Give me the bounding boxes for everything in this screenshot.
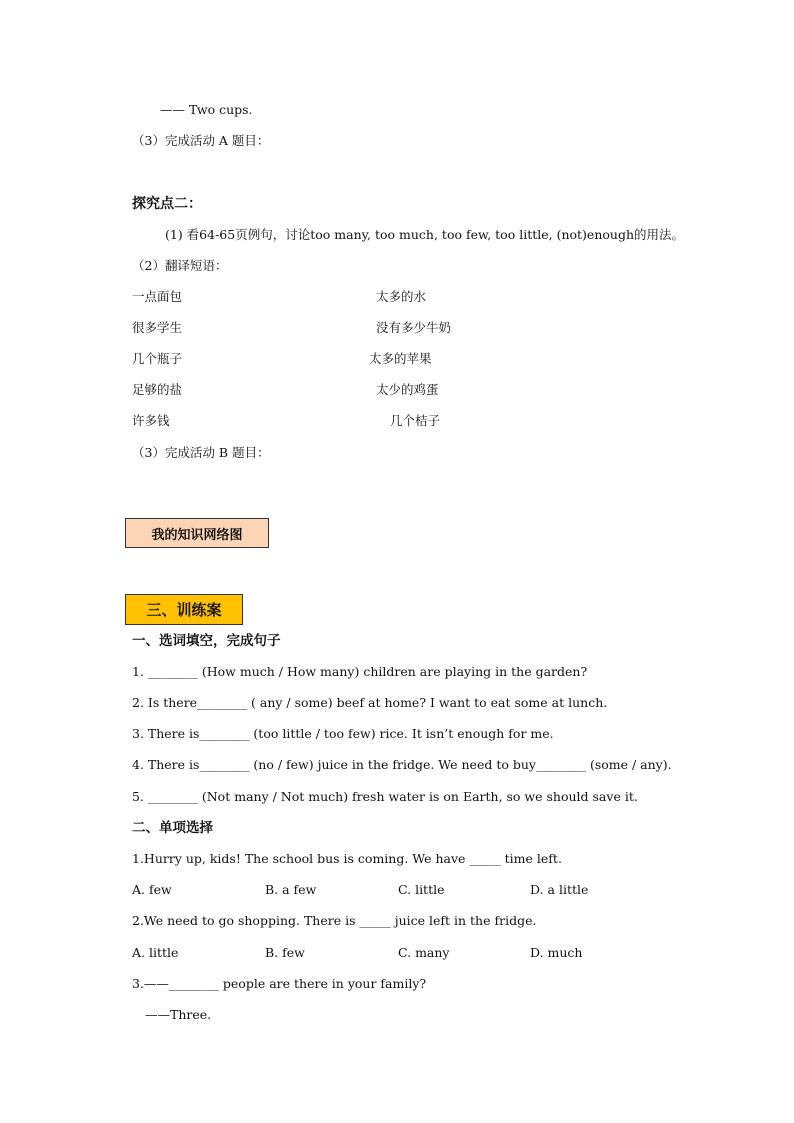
training-section-box: 三、训练案 [125,594,243,625]
phrase-left-4: 足够的盐 [132,382,183,397]
phrase-right-4: 太少的鸡蛋 [376,382,439,397]
fill-question-3: 3. There is________ (too little / too few) rice. It isn’t enough for me. [132,726,554,741]
choice-q1-option-b: B. a few [265,882,317,897]
explore-item-2: （2）翻译短语： [132,258,228,273]
fill-question-1: 1. ________ (How much / How many) children are playing in the garden? [132,664,588,679]
explore-item-1: (1) 看64-65页例句，讨论too many, too much, too few, too little, (not)enough的用法。 [165,227,685,242]
phrase-right-3: 太多的苹果 [369,351,432,366]
choice-q2-option-c: C. many [398,945,450,960]
fill-question-4: 4. There is________ (no / few) juice in the fridge. We need to buy________ (some / any). [132,757,672,772]
choice-q2-option-b: B. few [265,945,305,960]
phrase-right-5: 几个桔子 [390,413,441,428]
explore-point-2-title: 探究点二： [132,196,202,212]
choice-q1-option-d: D. a little [530,882,589,897]
phrase-left-3: 几个瓶子 [132,351,183,366]
answer-line: —— Two cups. [160,102,253,117]
choice-q1-option-a: A. few [132,882,172,897]
choice-question-1: 1.Hurry up, kids! The school bus is coming. We have _____ time left. [132,851,562,866]
phrase-left-2: 很多学生 [132,320,183,335]
choice-q2-option-d: D. much [530,945,583,960]
section-1-title: 一、选词填空，完成句子 [132,633,281,649]
activity-a-instruction: （3）完成活动 A 题目： [132,133,270,148]
choice-question-2: 2.We need to go shopping. There is _____ juice left in the fridge. [132,913,537,928]
section-2-title: 二、单项选择 [132,820,213,836]
choice-q2-option-a: A. little [132,945,179,960]
phrase-left-5: 许多钱 [132,413,170,428]
choice-question-3: 3.——________ people are there in your family? [132,976,427,991]
fill-question-2: 2. Is there________ ( any / some) beef at home? I want to eat some at lunch. [132,695,608,710]
phrase-right-2: 没有多少牛奶 [376,320,452,335]
fill-question-5: 5. ________ (Not many / Not much) fresh water is on Earth, so we should save it. [132,789,638,804]
phrase-left-1: 一点面包 [132,289,183,304]
choice-q1-option-c: C. little [398,882,445,897]
activity-b-instruction: （3）完成活动 B 题目： [132,445,270,460]
choice-q3-answer: ——Three. [145,1007,212,1022]
knowledge-network-box: 我的知识网络图 [125,518,269,548]
phrase-right-1: 太多的水 [376,289,427,304]
